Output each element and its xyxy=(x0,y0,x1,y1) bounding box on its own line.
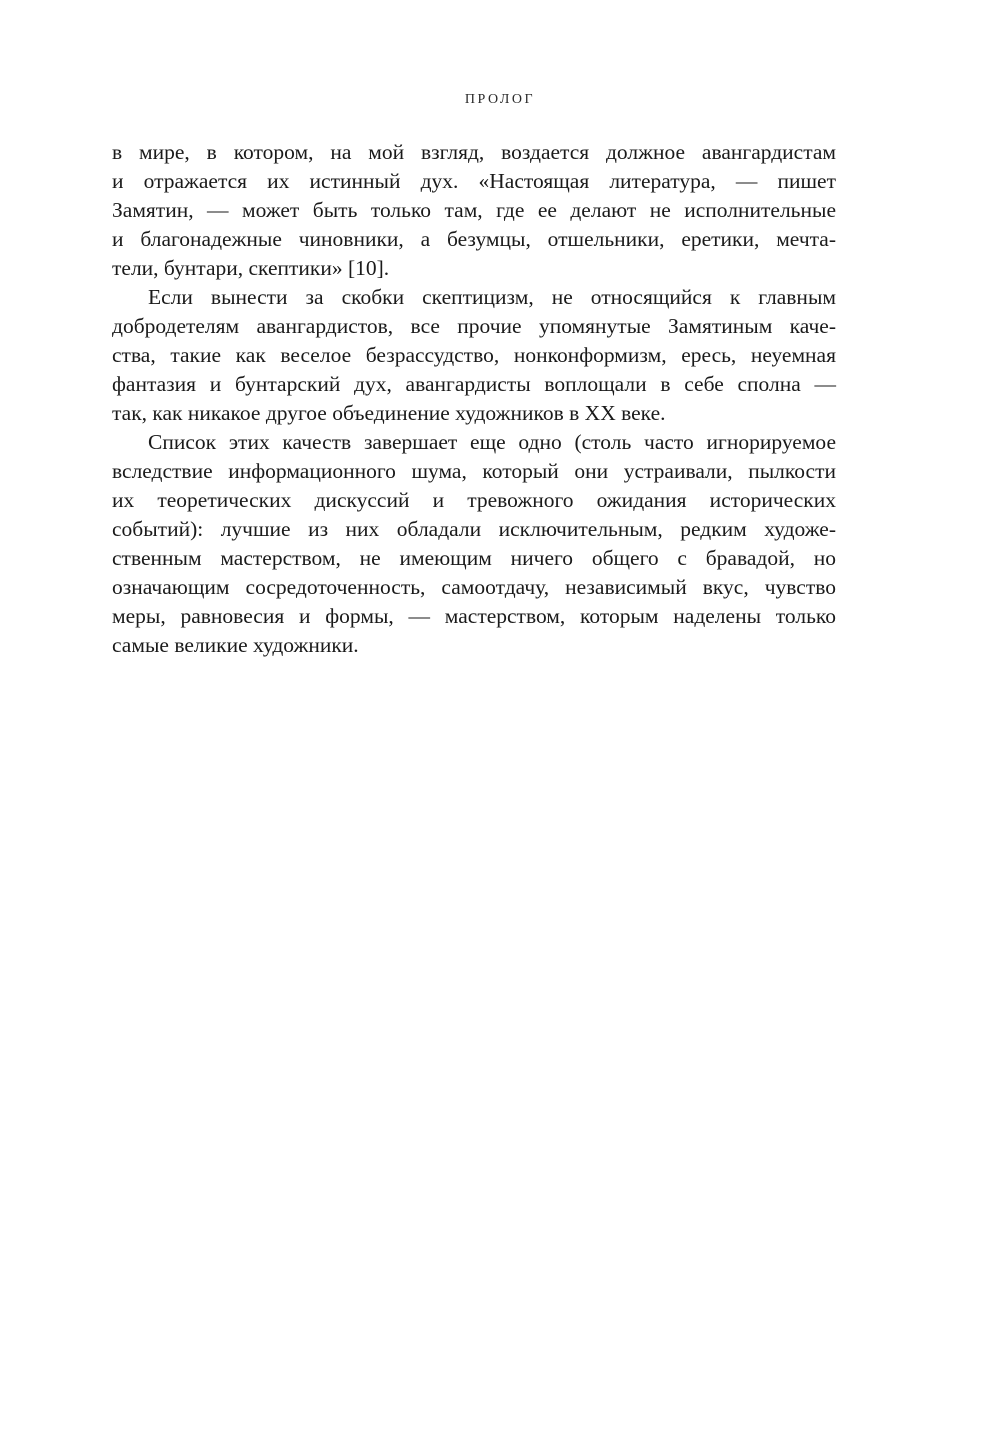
paragraph-1 xyxy=(112,138,836,283)
text-line: в мире, в котором, на мой взгляд, воздается должное авангардистам xyxy=(112,140,836,164)
text-line: и отражается их истинный дух. «Настоящая литература, — пишет xyxy=(112,169,836,193)
text-line: Если вынести за скобки скептицизм, не относящийся к главным xyxy=(148,285,836,309)
text-line: меры, равновесия и формы, — мастерством, которым наделены только xyxy=(112,604,836,628)
text-line: ственным мастерством, не имеющим ничего общего с бравадой, но xyxy=(112,546,836,570)
text-line: так, как никакое другое объединение художников в XX веке. xyxy=(112,401,666,425)
paragraph-3 xyxy=(112,428,836,660)
text-line: и благонадежные чиновники, а безумцы, отшельники, еретики, мечта- xyxy=(112,227,836,251)
text-line: их теоретических дискуссий и тревожного ожидания исторических xyxy=(112,488,836,512)
text-line: Список этих качеств завершает еще одно (столь часто игнорируемое xyxy=(148,430,836,454)
text-line: самые великие художники. xyxy=(112,633,359,657)
text-line: событий): лучшие из них обладали исключительным, редким художе- xyxy=(112,517,836,541)
text-line: тели, бунтари, скептики» [10]. xyxy=(112,256,390,280)
text-line: означающим сосредоточенность, самоотдачу, независимый вкус, чувство xyxy=(112,575,836,599)
text-line: вследствие информационного шума, который они устраивали, пылкости xyxy=(112,459,836,483)
text-line: Замятин, — может быть только там, где ее делают не исполнительные xyxy=(112,198,836,222)
body-text xyxy=(112,138,836,660)
text-line: фантазия и бунтарский дух, авангардисты воплощали в себе сполна — xyxy=(112,372,836,396)
text-line: ства, такие как веселое безрассудство, нонконформизм, ересь, неуемная xyxy=(112,343,836,367)
paragraph-2 xyxy=(112,283,836,428)
running-head: ПРОЛОГ xyxy=(464,92,536,107)
text-line: добродетелям авангардистов, все прочие упомянутые Замятиным каче- xyxy=(112,314,836,338)
